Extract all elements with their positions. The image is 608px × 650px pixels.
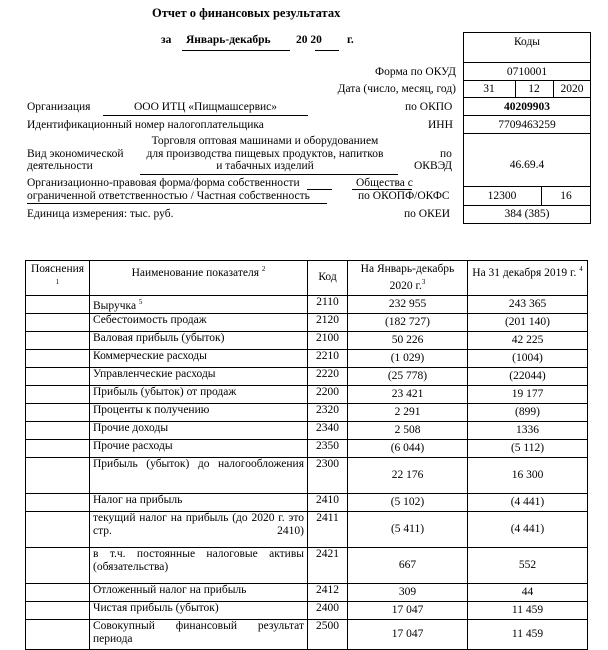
okpo-label: по ОКПО xyxy=(405,101,453,113)
cell-code: 2200 xyxy=(308,385,348,403)
cell-current: 17 047 xyxy=(348,619,468,649)
cell-code: 2410 xyxy=(308,493,348,511)
cell-current: 23 421 xyxy=(348,385,468,403)
cell-current: 667 xyxy=(348,547,468,583)
period-suffix: г. xyxy=(347,34,354,46)
cell-name xyxy=(90,403,308,421)
cell-notes xyxy=(26,439,90,457)
activity-code-label-1: по xyxy=(440,148,452,160)
row-name: Прочие расходы xyxy=(93,439,173,452)
cell-notes xyxy=(26,547,90,583)
row-name: Прибыль (убыток) от продаж xyxy=(93,385,237,398)
cell-current: 50 226 xyxy=(348,331,468,349)
cell-notes xyxy=(26,403,90,421)
cell-current: (182 727) xyxy=(348,313,468,331)
cell-current: (25 778) xyxy=(348,367,468,385)
codes-header: Коды xyxy=(513,36,541,48)
table-row xyxy=(26,511,588,547)
row-name: Валовая прибыль (убыток) xyxy=(93,331,225,344)
col-current: На Январь-декабрь 2020 г.$^3$ xyxy=(348,261,468,296)
table-row xyxy=(26,547,588,583)
cell-name xyxy=(90,421,308,439)
cell-name xyxy=(90,385,308,403)
okfs-code: 16 xyxy=(560,190,572,202)
unit-label: Единица измерения: тыс. руб. xyxy=(27,208,174,220)
row-name: Выручка xyxy=(93,299,137,312)
cell-code: 2300 xyxy=(308,457,348,493)
period-year: 20 20 xyxy=(296,34,322,46)
cell-notes xyxy=(26,583,90,601)
cell-previous: 42 225 xyxy=(468,331,588,349)
cell-previous: 1336 xyxy=(468,421,588,439)
cell-previous: (899) xyxy=(468,403,588,421)
cell-previous: (4 441) xyxy=(468,511,588,547)
cell-current: (1 029) xyxy=(348,349,468,367)
cell-previous: (1004) xyxy=(468,349,588,367)
col-previous: На 31 декабря 2019 г. $^4$ xyxy=(468,261,588,296)
period-prefix: за xyxy=(161,34,172,46)
period-value: Январь-декабрь xyxy=(186,34,271,46)
cell-previous: 19 177 xyxy=(468,385,588,403)
inn-label: Идентификационный номер налогоплательщика xyxy=(27,119,264,131)
cell-name xyxy=(90,349,308,367)
cell-notes xyxy=(26,331,90,349)
date-label: Дата (число, месяц, год) xyxy=(337,83,456,95)
cell-current: (6 044) xyxy=(348,439,468,457)
cell-code: 2500 xyxy=(308,619,348,649)
cell-name xyxy=(90,601,308,619)
cell-code: 2400 xyxy=(308,601,348,619)
inn-code-label: ИНН xyxy=(428,119,453,131)
table-row xyxy=(26,439,588,457)
cell-name xyxy=(90,331,308,349)
cell-notes xyxy=(26,313,90,331)
cell-previous: 552 xyxy=(468,547,588,583)
cell-previous: 44 xyxy=(468,583,588,601)
cell-code: 2411 xyxy=(308,511,348,547)
row-footnote: 5 xyxy=(138,297,143,306)
cell-name xyxy=(90,367,308,385)
cell-name xyxy=(90,493,308,511)
activity-label-1: Вид экономической xyxy=(27,148,124,160)
cell-previous: (5 112) xyxy=(468,439,588,457)
cell-notes xyxy=(26,295,90,313)
cell-previous: 243 365 xyxy=(468,295,588,313)
cell-code: 2421 xyxy=(308,547,348,583)
okei-label: по ОКЕИ xyxy=(404,208,451,220)
org-value: ООО ИТЦ «Пищмашсервис» xyxy=(133,101,278,113)
activity-value-1: Торговля оптовая машинами и оборудованием xyxy=(151,135,379,147)
okved-label: ОКВЭД xyxy=(414,160,453,172)
col-name: Наименование показателя $^2$ xyxy=(90,261,308,296)
cell-notes xyxy=(26,457,90,493)
date-year: 2020 xyxy=(560,83,584,95)
cell-code: 2412 xyxy=(308,583,348,601)
cell-previous: (4 441) xyxy=(468,493,588,511)
cell-notes xyxy=(26,511,90,547)
row-name: Коммерческие расходы xyxy=(93,349,207,362)
org-label: Организация xyxy=(27,101,91,113)
cell-current: 2 508 xyxy=(348,421,468,439)
cell-previous: (201 140) xyxy=(468,313,588,331)
okopf-label: по ОКОПФ/ОКФС xyxy=(358,190,450,202)
cell-previous: (22044) xyxy=(468,367,588,385)
okopf-code: 12300 xyxy=(487,190,517,202)
cell-current: (5 102) xyxy=(348,493,468,511)
cell-name xyxy=(90,511,308,547)
cell-code: 2100 xyxy=(308,331,348,349)
row-name: Совокупный финансовый результат периода xyxy=(93,619,304,645)
row-name: Себестоимость продаж xyxy=(93,313,207,326)
row-name: в т.ч. постоянные налоговые активы (обязательства) xyxy=(93,547,304,573)
cell-name xyxy=(90,295,308,313)
cell-code: 2350 xyxy=(308,439,348,457)
cell-notes xyxy=(26,421,90,439)
cell-notes xyxy=(26,601,90,619)
cell-notes xyxy=(26,367,90,385)
cell-current: 22 176 xyxy=(348,457,468,493)
cell-name xyxy=(90,439,308,457)
report-title: Отчет о финансовых результатах xyxy=(152,6,341,20)
cell-current: 2 291 xyxy=(348,403,468,421)
row-name: текущий налог на прибыль (до 2020 г. это стр. 2410) xyxy=(93,511,304,537)
date-day: 31 xyxy=(483,83,495,95)
table-row xyxy=(26,331,588,349)
cell-code: 2220 xyxy=(308,367,348,385)
legal-label-2: ограниченной ответственностью / Частная собственность xyxy=(27,190,310,202)
row-name: Чистая прибыль (убыток) xyxy=(93,601,219,614)
table-row xyxy=(26,349,588,367)
cell-notes xyxy=(26,493,90,511)
col-notes: Пояснения $^1$ xyxy=(26,261,90,296)
table-row xyxy=(26,601,588,619)
cell-code: 2320 xyxy=(308,403,348,421)
cell-previous: 16 300 xyxy=(468,457,588,493)
activity-label-2: деятельности xyxy=(27,160,93,172)
cell-current: 17 047 xyxy=(348,601,468,619)
cell-current: (5 411) xyxy=(348,511,468,547)
cell-notes xyxy=(26,385,90,403)
table-row xyxy=(26,493,588,511)
table-row xyxy=(26,313,588,331)
inn-code: 7709463259 xyxy=(498,119,556,131)
cell-code: 2120 xyxy=(308,313,348,331)
financial-results-table xyxy=(25,260,588,650)
cell-notes xyxy=(26,349,90,367)
table-row xyxy=(26,457,588,493)
table-row xyxy=(26,403,588,421)
okud-code: 0710001 xyxy=(506,66,548,78)
row-name: Прибыль (убыток) до налогообложения xyxy=(93,457,304,470)
cell-code: 2340 xyxy=(308,421,348,439)
okved-code: 46.69.4 xyxy=(509,159,545,171)
col-code: Код xyxy=(308,261,348,296)
cell-code: 2110 xyxy=(308,295,348,313)
date-month: 12 xyxy=(528,83,540,95)
cell-current: 309 xyxy=(348,583,468,601)
cell-current: 232 955 xyxy=(348,295,468,313)
okud-label: Форма по ОКУД xyxy=(375,66,456,78)
table-row xyxy=(26,421,588,439)
table-header-row xyxy=(26,261,588,296)
legal-label-1: Организационно-правовая форма/форма собственности xyxy=(27,177,300,189)
row-name: Проценты к получению xyxy=(93,403,210,416)
row-name: Налог на прибыль xyxy=(93,493,183,506)
activity-value-2: для производства пищевых продуктов, напитков xyxy=(146,148,384,160)
cell-name xyxy=(90,583,308,601)
cell-previous: 11 459 xyxy=(468,619,588,649)
okei-code: 384 (385) xyxy=(504,208,550,220)
row-name: Отложенный налог на прибыль xyxy=(93,583,247,596)
table-row xyxy=(26,367,588,385)
legal-value-1: Общества с xyxy=(356,177,413,189)
row-name: Управленческие расходы xyxy=(93,367,216,380)
table-row xyxy=(26,385,588,403)
okpo-code: 40209903 xyxy=(504,101,550,113)
cell-name xyxy=(90,457,308,493)
row-name: Прочие доходы xyxy=(93,421,169,434)
cell-code: 2210 xyxy=(308,349,348,367)
cell-previous: 11 459 xyxy=(468,601,588,619)
activity-value-3: и табачных изделий xyxy=(216,160,314,172)
cell-name xyxy=(90,313,308,331)
table-row xyxy=(26,583,588,601)
cell-name xyxy=(90,547,308,583)
table-row xyxy=(26,295,588,313)
